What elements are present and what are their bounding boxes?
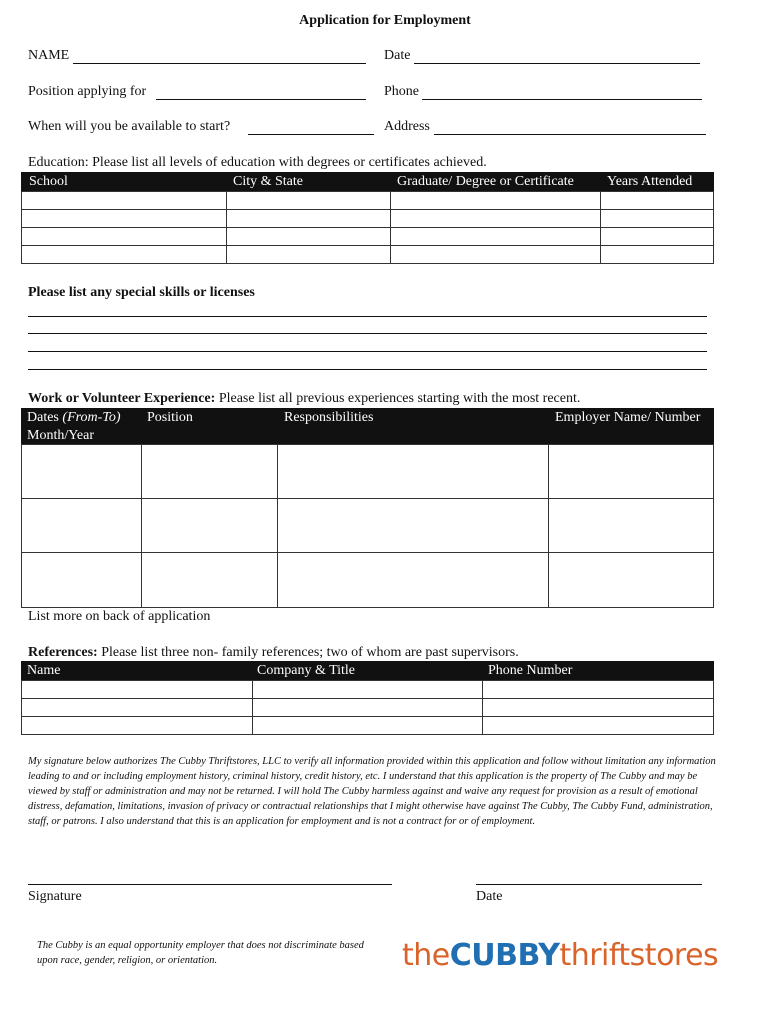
table-cell[interactable]	[22, 192, 227, 210]
col-dates-label: Dates	[27, 410, 63, 425]
table-cell[interactable]	[549, 553, 714, 608]
table-row	[22, 499, 714, 553]
table-cell[interactable]	[549, 499, 714, 553]
work-heading	[28, 391, 580, 407]
table-row	[22, 246, 714, 264]
work-header	[21, 408, 714, 445]
col-month-year: Month/Year	[27, 428, 95, 443]
address-field[interactable]	[434, 120, 706, 135]
available-field[interactable]	[248, 120, 374, 135]
education-heading: Education: Please list all levels of education with degrees or certificates achieved.	[28, 155, 487, 170]
signature-line[interactable]	[28, 884, 392, 885]
table-cell[interactable]	[22, 553, 142, 608]
work-table	[21, 444, 714, 608]
work-heading-rest: Please list all previous experiences starting with the most recent.	[215, 391, 581, 406]
col-ref-phone: Phone Number	[488, 663, 573, 678]
table-cell[interactable]	[22, 210, 227, 228]
table-cell[interactable]	[226, 210, 391, 228]
table-cell[interactable]	[226, 192, 391, 210]
page-title: Application for Employment	[299, 13, 471, 28]
table-cell[interactable]	[252, 717, 483, 735]
name-field[interactable]	[73, 49, 366, 64]
table-cell[interactable]	[601, 210, 714, 228]
skills-line[interactable]	[28, 333, 707, 334]
table-cell[interactable]	[483, 699, 714, 717]
date-field[interactable]	[414, 49, 700, 64]
table-row	[22, 210, 714, 228]
references-heading-rest: Please list three non- family references; two of whom are past supervisors.	[97, 645, 519, 660]
col-position: Position	[147, 410, 193, 425]
table-cell[interactable]	[483, 681, 714, 699]
table-cell[interactable]	[141, 445, 277, 499]
table-cell[interactable]	[549, 445, 714, 499]
work-heading-bold: Work or Volunteer Experience:	[28, 391, 216, 406]
eoe-statement: The Cubby is an equal opportunity employer that does not discriminate based upon race, gender, religion, or orientation.	[37, 940, 364, 966]
references-heading-bold: References:	[28, 645, 98, 660]
education-table	[21, 191, 714, 264]
table-cell[interactable]	[22, 681, 253, 699]
table-cell[interactable]	[601, 228, 714, 246]
address-label: Address	[384, 119, 430, 134]
references-table	[21, 680, 714, 735]
skills-line[interactable]	[28, 316, 707, 317]
col-city-state: City & State	[233, 174, 303, 189]
logo-part-the: the	[402, 938, 450, 973]
references-heading	[28, 645, 519, 661]
logo-part-thriftstores: thriftstores	[559, 938, 719, 973]
logo-part-cubby: CUBBY	[449, 938, 560, 973]
table-cell[interactable]	[391, 228, 601, 246]
table-cell[interactable]	[391, 210, 601, 228]
table-cell[interactable]	[22, 699, 253, 717]
signature-date-line[interactable]	[476, 884, 702, 885]
cubby-logo	[402, 938, 718, 973]
table-cell[interactable]	[483, 717, 714, 735]
table-row	[22, 445, 714, 499]
col-dates-open: (	[62, 410, 68, 425]
table-cell[interactable]	[277, 499, 549, 553]
col-ref-company: Company & Title	[257, 663, 356, 678]
phone-label: Phone	[384, 84, 419, 99]
table-cell[interactable]	[141, 553, 277, 608]
table-cell[interactable]	[601, 192, 714, 210]
col-degree: Graduate/ Degree or Certificate	[397, 174, 574, 189]
position-field[interactable]	[156, 85, 366, 100]
phone-field[interactable]	[422, 85, 702, 100]
col-dates-fromto: From-To)	[67, 410, 121, 425]
table-cell[interactable]	[277, 553, 549, 608]
table-row	[22, 699, 714, 717]
date-label: Date	[384, 48, 411, 63]
table-cell[interactable]	[22, 228, 227, 246]
signature-label: Signature	[28, 889, 82, 904]
col-school: School	[29, 174, 68, 189]
table-cell[interactable]	[226, 246, 391, 264]
table-row	[22, 717, 714, 735]
col-responsibilities: Responsibilities	[284, 410, 374, 425]
table-cell[interactable]	[22, 246, 227, 264]
table-cell[interactable]	[141, 499, 277, 553]
references-header	[21, 661, 714, 680]
skills-heading: Please list any special skills or licenses	[28, 285, 255, 300]
table-cell[interactable]	[252, 699, 483, 717]
skills-line[interactable]	[28, 351, 707, 352]
col-years: Years Attended	[607, 174, 693, 189]
table-cell[interactable]	[22, 499, 142, 553]
signature-date-label: Date	[476, 889, 503, 904]
table-row	[22, 192, 714, 210]
name-label: NAME	[28, 48, 70, 63]
education-header	[21, 172, 714, 191]
col-ref-name: Name	[27, 663, 61, 678]
legal-text: My signature below authorizes The Cubby Thriftstores, LLC to verify all information provided within this application and follow without limitation any information leading to and or including employment history, criminal history, credit history, etc. I understand that this application is the property of The Cubby and may be viewed by staff or administration and may not be returned. I will hold The Cubby harmless against and waive any request for provision as a result of emotional distress, defamation, limitations, invasion of privacy or contractual relationships that I might otherwise have against The Cubby, The Cubby Fund, administration, staff, or patrons. I also understand that this is an application for employment and is not a contract for or of employment.	[28, 756, 716, 827]
table-cell[interactable]	[22, 717, 253, 735]
table-cell[interactable]	[601, 246, 714, 264]
skills-line[interactable]	[28, 369, 707, 370]
col-dates	[27, 408, 120, 427]
col-dates-range	[62, 410, 120, 425]
available-label: When will you be available to start?	[28, 119, 231, 134]
table-cell[interactable]	[391, 192, 601, 210]
col-employer: Employer Name/ Number	[555, 410, 701, 425]
table-cell[interactable]	[391, 246, 601, 264]
table-cell[interactable]	[22, 445, 142, 499]
table-cell[interactable]	[252, 681, 483, 699]
table-cell[interactable]	[277, 445, 549, 499]
table-row	[22, 228, 714, 246]
work-footer-note: List more on back of application	[28, 609, 211, 624]
table-row	[22, 681, 714, 699]
position-label: Position applying for	[28, 84, 147, 99]
table-row	[22, 553, 714, 608]
table-cell[interactable]	[226, 228, 391, 246]
